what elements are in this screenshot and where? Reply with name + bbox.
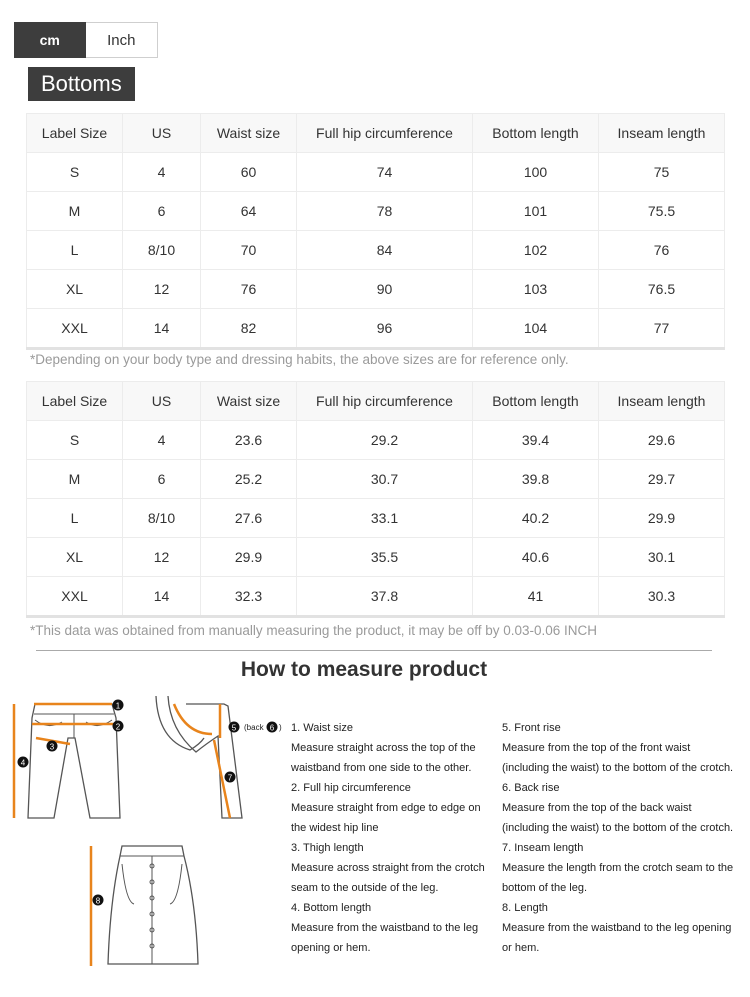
table-row [27,421,725,460]
table-row [27,309,725,349]
table-cell: S [27,421,123,460]
table-cell: 29.7 [599,460,725,499]
pants-side-diagram [150,690,288,822]
table-cell: 8/10 [123,499,201,538]
table-cell: M [27,192,123,231]
pants-front-diagram [8,696,132,824]
table-cell: 23.6 [201,421,297,460]
table-cell: 30.7 [297,460,473,499]
measure-title: How to measure product [240,658,488,681]
table-cell: XXL [27,577,123,617]
table-cell: M [27,460,123,499]
size-table-inch [26,381,725,618]
table-cell: 90 [297,270,473,309]
instruction-line: 8. Length [502,902,548,914]
instruction-line: (including the waist) to the bottom of the crotch. [502,822,734,834]
column-header: Full hip circumference [297,114,473,153]
table-cell: 4 [123,421,201,460]
table-cell: 64 [201,192,297,231]
table-cell: 101 [473,192,599,231]
instruction-line: 6. Back rise [502,782,560,794]
table-cell: 60 [201,153,297,192]
table-cell: 41 [473,577,599,617]
table-cell: 84 [297,231,473,270]
label-3: 3 [49,742,55,752]
instruction-line: Measure straight across the top of the [291,742,476,754]
table-row [27,460,725,499]
table-cell: 33.1 [297,499,473,538]
table-row [27,153,725,192]
instruction-line: Measure the length from the crotch seam to the [502,862,734,874]
skirt-diagram [86,842,202,968]
table-cell: 14 [123,309,201,349]
instruction-line: 7. Inseam length [502,842,584,854]
table-cell: 29.2 [297,421,473,460]
table-row [27,577,725,617]
size-table-cm [26,113,725,350]
label-2: 2 [115,722,121,732]
table-row [27,192,725,231]
inch-button[interactable]: Inch [86,22,159,58]
table-cell: 4 [123,153,201,192]
table-cell: 29.9 [201,538,297,577]
table-cell: 14 [123,577,201,617]
table-cell: 100 [473,153,599,192]
table-cell: 40.6 [473,538,599,577]
divider [36,650,712,651]
table-cell: 27.6 [201,499,297,538]
column-header: Bottom length [473,114,599,153]
instruction-line: waistband from one side to the other. [291,762,472,774]
table-cell: 30.1 [599,538,725,577]
svg-text:(back: (back [244,723,264,732]
table-cell: 96 [297,309,473,349]
unit-toggle [14,22,158,58]
column-header: US [123,382,201,421]
instructions-right [502,718,750,958]
column-header: Bottom length [473,382,599,421]
instruction-line: Measure from the waistband to the leg [291,922,479,934]
instruction-line: 1. Waist size [291,722,353,734]
instruction-line: the widest hip line [291,822,379,834]
svg-text:): ) [279,723,282,732]
reference-note: *Depending on your body type and dressing habits, the above sizes are for reference only. [30,352,569,367]
table-cell: 32.3 [201,577,297,617]
table-cell: L [27,499,123,538]
instruction-line: bottom of the leg. [502,882,587,894]
instruction-line: 3. Thigh length [291,842,364,854]
table-cell: XL [27,270,123,309]
table-cell: 35.5 [297,538,473,577]
table-cell: 40.2 [473,499,599,538]
table-cell: 30.3 [599,577,725,617]
table-cell: 76.5 [599,270,725,309]
column-header: Waist size [201,114,297,153]
column-header: Inseam length [599,382,725,421]
table-row [27,499,725,538]
table-cell: L [27,231,123,270]
instruction-line: 2. Full hip circumference [291,782,411,794]
table-cell: 103 [473,270,599,309]
table-cell: 29.6 [599,421,725,460]
label-1: 1 [115,701,121,711]
instruction-line: (including the waist) to the bottom of the crotch. [502,762,734,774]
table-row [27,270,725,309]
instruction-line: Measure straight from edge to edge on [291,802,481,814]
column-header: Label Size [27,114,123,153]
table-cell: 6 [123,192,201,231]
instruction-line: Measure from the waistband to the leg opening [502,922,732,934]
table-cell: 76 [599,231,725,270]
table-cell: 82 [201,309,297,349]
label-7: 7 [227,773,233,783]
label-4: 4 [20,758,26,768]
table-cell: 29.9 [599,499,725,538]
table-cell: 104 [473,309,599,349]
table-cell: 77 [599,309,725,349]
table-cell: 12 [123,270,201,309]
label-5: 5 [231,723,237,733]
instruction-line: or hem. [502,942,540,954]
instruction-line: Measure from the top of the front waist [502,742,691,754]
column-header: Waist size [201,382,297,421]
instruction-line: 5. Front rise [502,722,561,734]
label-8: 8 [95,896,101,906]
table-cell: 25.2 [201,460,297,499]
instruction-line: Measure across straight from the crotch [291,862,485,874]
instructions-left [291,718,501,958]
table-header-row [27,382,725,421]
table-cell: S [27,153,123,192]
table-cell: 102 [473,231,599,270]
table-row [27,231,725,270]
table-cell: 8/10 [123,231,201,270]
table-cell: 76 [201,270,297,309]
section-title: Bottoms [28,67,135,101]
table-cell: 12 [123,538,201,577]
table-cell: 70 [201,231,297,270]
instruction-line: opening or hem. [291,942,371,954]
table-cell: 6 [123,460,201,499]
instruction-line: Measure from the top of the back waist [502,802,692,814]
table-header-row [27,114,725,153]
table-cell: 75.5 [599,192,725,231]
instruction-line: 4. Bottom length [291,902,372,914]
table-cell: XL [27,538,123,577]
table-cell: 75 [599,153,725,192]
table-cell: 39.8 [473,460,599,499]
column-header: US [123,114,201,153]
table-cell: 37.8 [297,577,473,617]
column-header: Full hip circumference [297,382,473,421]
table-cell: XXL [27,309,123,349]
measurement-note: *This data was obtained from manually measuring the product, it may be off by 0.03-0.06 INCH [30,623,598,638]
table-cell: 78 [297,192,473,231]
column-header: Inseam length [599,114,725,153]
label-6: 6 [269,723,275,733]
column-header: Label Size [27,382,123,421]
table-cell: 39.4 [473,421,599,460]
table-cell: 74 [297,153,473,192]
instruction-line: seam to the outside of the leg. [291,882,439,894]
table-row [27,538,725,577]
cm-button[interactable]: cm [14,22,86,58]
label-back: back [246,723,264,732]
